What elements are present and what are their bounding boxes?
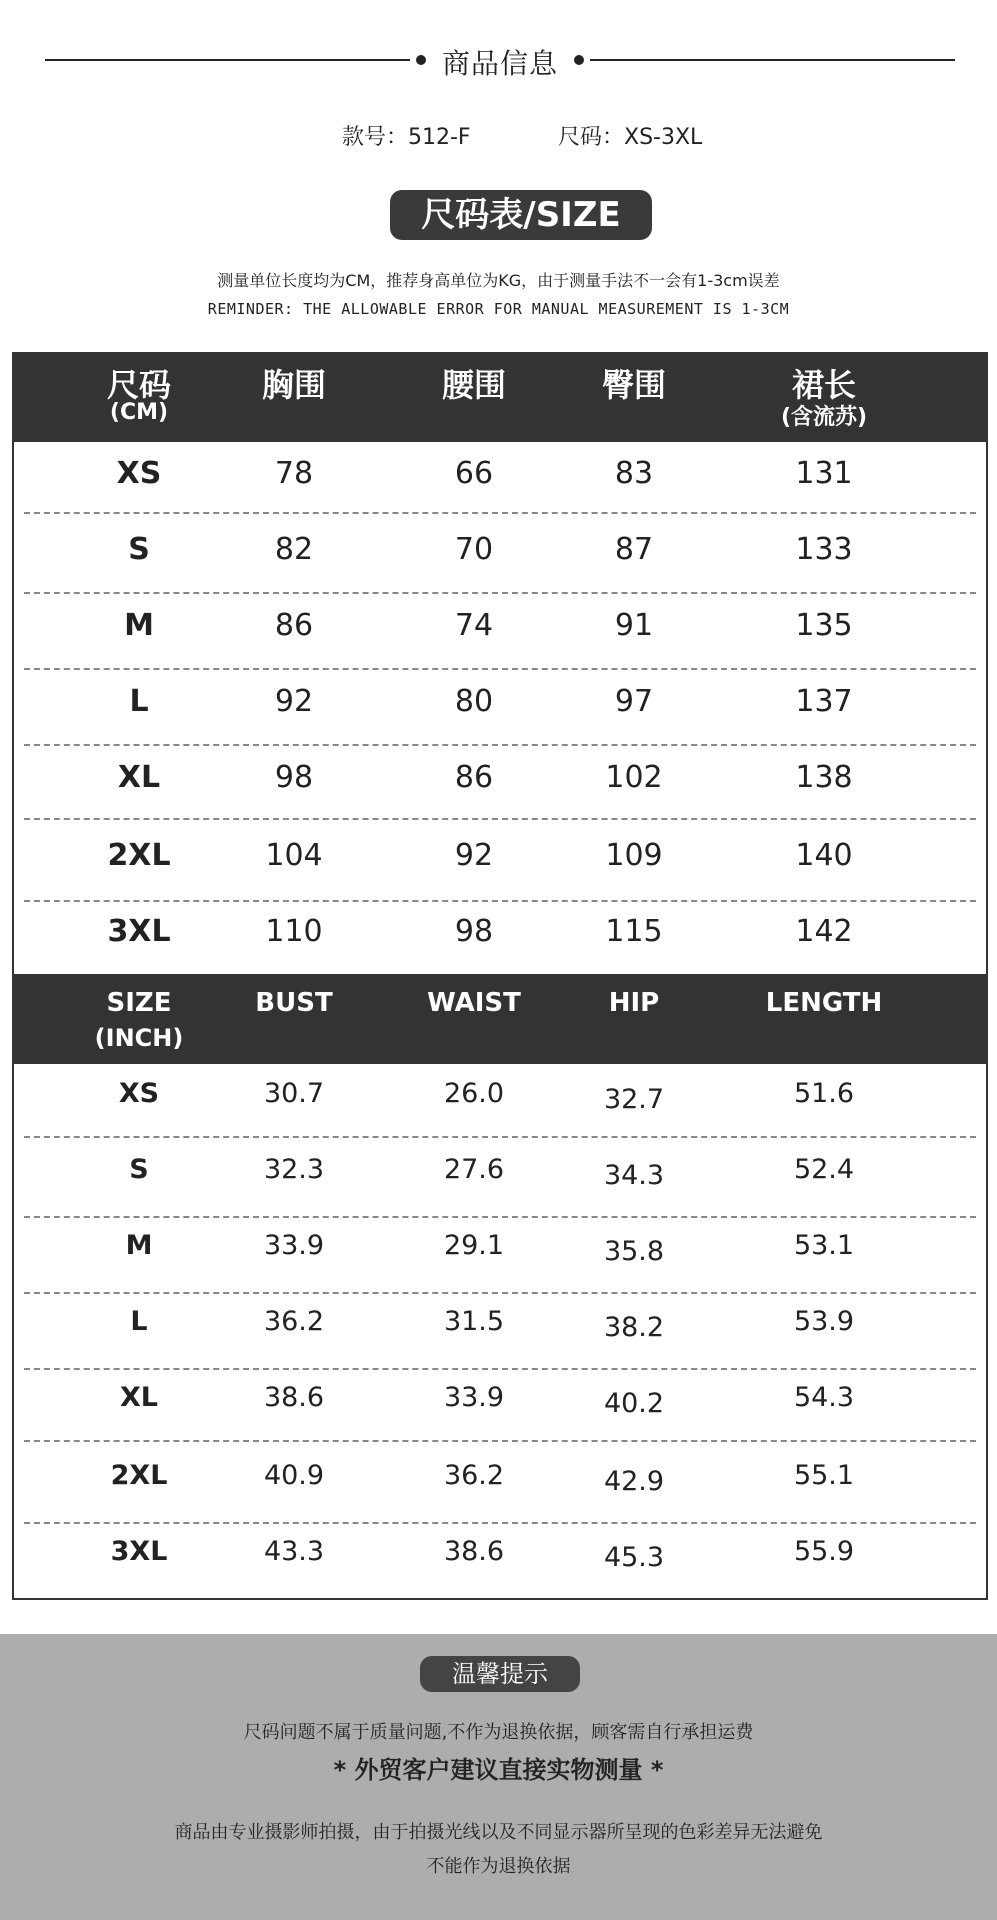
size-cell: M (125, 1230, 153, 1261)
section-title-row (0, 40, 997, 80)
column-header-unit: (含流苏) (780, 405, 868, 430)
size-cell: S (129, 1154, 149, 1185)
tips-footer (0, 1634, 997, 1920)
measurement-cell: 70 (454, 532, 494, 567)
row-divider (24, 1136, 976, 1138)
measurement-cell: 83 (614, 456, 654, 491)
measurement-cell: 40.9 (263, 1460, 325, 1491)
measurement-cell: 36.2 (443, 1460, 505, 1491)
measurement-cell: 97 (614, 684, 654, 719)
column-header: 腰围 (441, 366, 506, 404)
measurement-cell: 54.3 (793, 1382, 855, 1413)
row-divider (24, 668, 976, 670)
measurement-cell: 86 (454, 760, 494, 795)
size-cell: XL (117, 760, 161, 795)
measurement-cell: 80 (454, 684, 494, 719)
column-header: LENGTH (765, 988, 883, 1018)
row-divider (24, 1440, 976, 1442)
dot-icon (416, 55, 426, 65)
measurement-cell: 110 (265, 914, 323, 949)
row-divider (24, 512, 976, 514)
size-cell: XS (118, 1078, 160, 1109)
column-header: 臀围 (601, 366, 666, 404)
measurement-cell: 36.2 (263, 1306, 325, 1337)
measurement-cell: 142 (795, 914, 853, 949)
size-cell: M (124, 608, 154, 643)
size-table-cm (12, 352, 988, 974)
measurement-cell: 38.6 (443, 1536, 505, 1567)
measurement-cell: 55.9 (793, 1536, 855, 1567)
size-cell: L (130, 1306, 148, 1337)
size-table-inch (12, 974, 988, 1600)
tips-line: 不能作为退换依据 (426, 1856, 571, 1877)
measurement-cell: 131 (795, 456, 853, 491)
measurement-cell: 138 (795, 760, 853, 795)
column-header: 尺码 (106, 366, 171, 404)
size-cell: 2XL (107, 838, 171, 873)
measurement-cell: 92 (274, 684, 314, 719)
tips-highlight: * 外贸客户建议直接实物测量 * (333, 1756, 664, 1784)
row-divider (24, 592, 976, 594)
row-divider (24, 1216, 976, 1218)
measurement-cell: 82 (274, 532, 314, 567)
measurement-cell: 86 (274, 608, 314, 643)
table-header (14, 352, 986, 442)
row-divider (24, 744, 976, 746)
measurement-cell: 42.9 (603, 1466, 665, 1497)
row-divider (24, 1292, 976, 1294)
measurement-cell: 133 (795, 532, 853, 567)
measurement-cell: 102 (605, 760, 663, 795)
divider-line (590, 59, 955, 61)
divider-line (45, 59, 410, 61)
measurement-cell: 33.9 (263, 1230, 325, 1261)
section-title: 商品信息 (441, 47, 558, 80)
row-divider (24, 1368, 976, 1370)
size-cell: XS (116, 456, 162, 491)
measurement-cell: 35.8 (603, 1236, 665, 1267)
measurement-cell: 135 (795, 608, 853, 643)
measurement-cell: 66 (454, 456, 494, 491)
measurement-cell: 26.0 (443, 1078, 505, 1109)
measurement-cell: 51.6 (793, 1078, 855, 1109)
measurement-cell: 32.3 (263, 1154, 325, 1185)
row-divider (24, 900, 976, 902)
measurement-cell: 38.6 (263, 1382, 325, 1413)
measurement-cell: 55.1 (793, 1460, 855, 1491)
column-header: SIZE (106, 988, 172, 1018)
measurement-cell: 104 (265, 838, 323, 873)
column-header: BUST (255, 988, 333, 1018)
size-cell: 3XL (107, 914, 171, 949)
tips-line: 尺码问题不属于质量问题,不作为退换依据，顾客需自行承担运费 (243, 1722, 754, 1743)
measurement-cell: 32.7 (603, 1084, 665, 1115)
measurement-note-cn: 测量单位长度均为CM，推荐身高单位为KG，由于测量手法不一会有1-3cm误差 (217, 271, 780, 290)
measurement-cell: 140 (795, 838, 853, 873)
column-header-unit: (CM) (109, 400, 169, 425)
measurement-cell: 30.7 (263, 1078, 325, 1109)
column-header: 裙长 (791, 366, 856, 404)
measurement-cell: 53.9 (793, 1306, 855, 1337)
measurement-cell: 45.3 (603, 1542, 665, 1573)
measurement-cell: 38.2 (603, 1312, 665, 1343)
table-header (14, 974, 986, 1064)
measurement-cell: 33.9 (443, 1382, 505, 1413)
measurement-cell: 34.3 (603, 1160, 665, 1191)
row-divider (24, 1522, 976, 1524)
row-divider (24, 818, 976, 820)
size-cell: 2XL (110, 1460, 168, 1491)
tips-line: 商品由专业摄影师拍摄，由于拍摄光线以及不同显示器所呈现的色彩差异无法避免 (174, 1822, 823, 1843)
column-header-unit: (INCH) (94, 1024, 184, 1052)
size-cell: XL (119, 1382, 159, 1413)
measurement-cell: 92 (454, 838, 494, 873)
measurement-cell: 31.5 (443, 1306, 505, 1337)
measurement-cell: 43.3 (263, 1536, 325, 1567)
column-header: HIP (608, 988, 660, 1018)
measurement-cell: 27.6 (443, 1154, 505, 1185)
measurement-cell: 87 (614, 532, 654, 567)
measurement-cell: 91 (614, 608, 654, 643)
measurement-cell: 29.1 (443, 1230, 505, 1261)
measurement-cell: 115 (605, 914, 663, 949)
size-chart-badge: 尺码表/SIZE (390, 190, 652, 240)
size-range: 尺码：XS-3XL (558, 125, 703, 150)
dot-icon (574, 55, 584, 65)
column-header: 胸围 (261, 366, 326, 404)
size-cell: L (129, 684, 149, 719)
measurement-cell: 98 (274, 760, 314, 795)
measurement-cell: 98 (454, 914, 494, 949)
size-cell: 3XL (110, 1536, 168, 1567)
size-cell: S (128, 532, 150, 567)
measurement-cell: 53.1 (793, 1230, 855, 1261)
measurement-cell: 52.4 (793, 1154, 855, 1185)
measurement-cell: 40.2 (603, 1388, 665, 1419)
style-number: 款号：512-F (342, 125, 471, 150)
measurement-cell: 109 (605, 838, 663, 873)
measurement-cell: 137 (795, 684, 853, 719)
tips-title: 温馨提示 (420, 1656, 580, 1692)
column-header: WAIST (427, 988, 521, 1018)
measurement-cell: 74 (454, 608, 494, 643)
measurement-cell: 78 (274, 456, 314, 491)
measurement-note-en: REMINDER: THE ALLOWABLE ERROR FOR MANUAL MEASUREMENT IS 1-3CM (207, 300, 790, 318)
